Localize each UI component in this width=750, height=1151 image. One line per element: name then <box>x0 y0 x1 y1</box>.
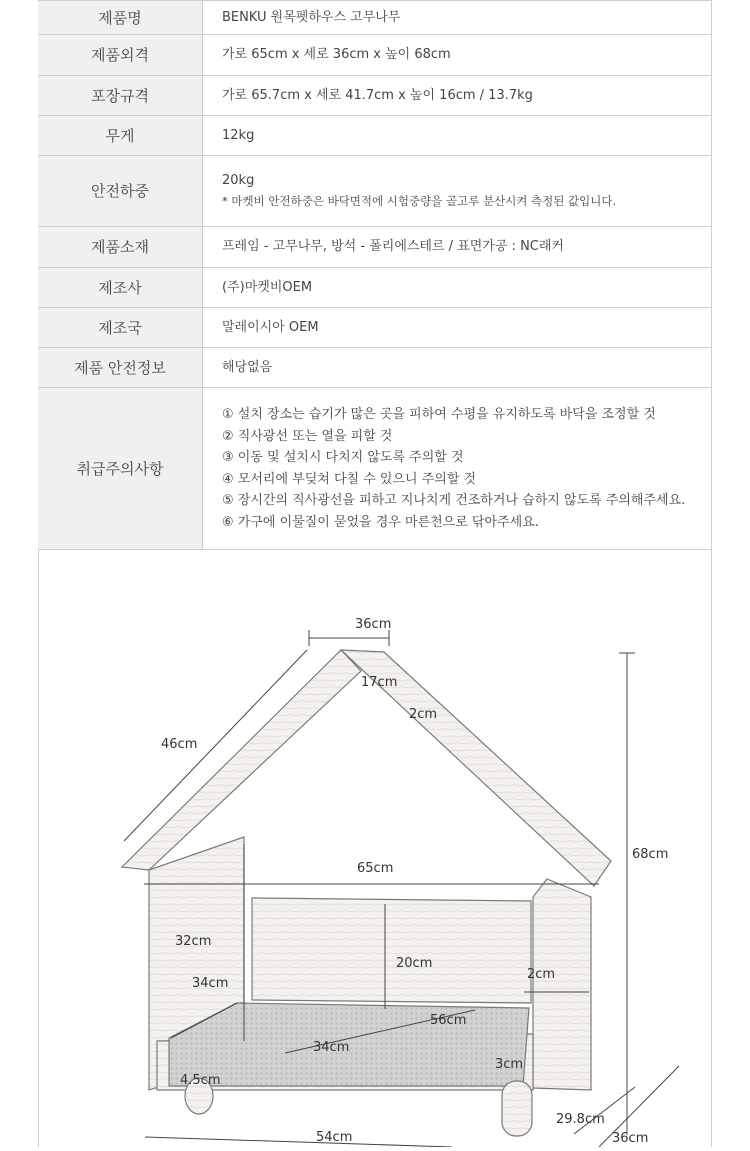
care-item: ② 직사광선 또는 열을 피할 것 <box>222 428 393 444</box>
table-row <box>38 348 712 388</box>
care-item: ④ 모서리에 부딪쳐 다칠 수 있으니 주의할 것 <box>222 471 477 487</box>
row-value: 해당없음 <box>203 348 713 388</box>
dim-side-depth: 34cm <box>192 976 229 991</box>
table-row <box>38 227 712 268</box>
pet-house-illustration <box>39 551 711 1147</box>
dim-wall-thickness: 2cm <box>527 967 556 982</box>
dim-back-height: 20cm <box>396 956 433 971</box>
dim-cushion-depth: 34cm <box>313 1040 350 1055</box>
row-label: 포장규격 <box>38 76 203 116</box>
dim-base-width: 54cm <box>316 1130 353 1145</box>
care-item: ⑤ 장시간의 직사광선을 피하고 지나치게 건조하거나 습하지 않도록 주의해주세요. <box>222 493 686 508</box>
dim-overall-depth: 36cm <box>612 1131 649 1146</box>
dim-total-height: 68cm <box>632 847 669 862</box>
table-row <box>38 268 712 308</box>
row-label: 제품명 <box>38 1 203 35</box>
dim-leg-height: 4.5cm <box>180 1073 221 1088</box>
dim-inner-width: 65cm <box>357 861 394 876</box>
row-value: 프레임 - 고무나무, 방석 - 폴리에스테르 / 표면가공 : NC래커 <box>203 227 713 268</box>
row-label: 제조국 <box>38 308 203 348</box>
row-label: 취급주의사항 <box>38 388 203 550</box>
row-value: BENKU 원목펫하우스 고무나무 <box>203 1 713 35</box>
row-value: (주)마켓비OEM <box>203 268 713 308</box>
care-item: ③ 이동 및 설치시 다치지 않도록 주의할 것 <box>222 450 464 465</box>
dim-ridge-gap: 17cm <box>361 675 398 690</box>
table-row <box>38 76 712 116</box>
table-row <box>38 1 712 35</box>
dim-top-width: 36cm <box>355 617 392 632</box>
table-row <box>38 308 712 348</box>
left-roof-panel <box>122 650 361 870</box>
dim-base-depth: 29.8cm <box>556 1112 605 1127</box>
table-row <box>38 388 712 550</box>
dim-cushion-width: 56cm <box>430 1013 467 1028</box>
pet-house <box>122 650 611 1136</box>
spec-table <box>38 0 712 550</box>
table-row <box>38 156 712 227</box>
row-label: 제품소재 <box>38 227 203 268</box>
row-value: 가로 65.7cm x 세로 41.7cm x 높이 16cm / 13.7kg <box>203 76 713 116</box>
row-label: 제품외격 <box>38 35 203 76</box>
row-value: 20kg <box>222 173 255 188</box>
row-label: 무게 <box>38 116 203 156</box>
care-item: ① 설치 장소는 습기가 많은 곳을 피하여 수평을 유지하도록 바닥을 조정할 것 <box>222 407 656 422</box>
dim-roof-slope: 46cm <box>161 737 198 752</box>
table-row <box>38 116 712 156</box>
right-wall <box>533 879 591 1090</box>
row-value: 12kg <box>203 116 713 156</box>
table-row <box>38 35 712 76</box>
dim-roof-thickness: 2cm <box>409 707 438 722</box>
row-label: 제조사 <box>38 268 203 308</box>
front-right-leg <box>502 1081 532 1136</box>
back-wall <box>252 898 531 1003</box>
row-label: 제품 안전정보 <box>38 348 203 388</box>
dim-wall-height: 32cm <box>175 934 212 949</box>
care-item: ⑥ 가구에 이물질이 묻었을 경우 마른천으로 닦아주세요. <box>222 514 539 530</box>
row-label: 안전하중 <box>38 156 203 227</box>
dimension-diagram <box>39 551 711 1147</box>
dim-cushion-thickness: 3cm <box>495 1057 524 1072</box>
row-value: 가로 65cm x 세로 36cm x 높이 68cm <box>203 35 713 76</box>
row-value: 말레이시아 OEM <box>203 308 713 348</box>
safety-load-note: * 마켓비 안전하중은 바닥면적에 시험중량을 골고루 분산시켜 측정된 값입니다. <box>222 194 617 208</box>
